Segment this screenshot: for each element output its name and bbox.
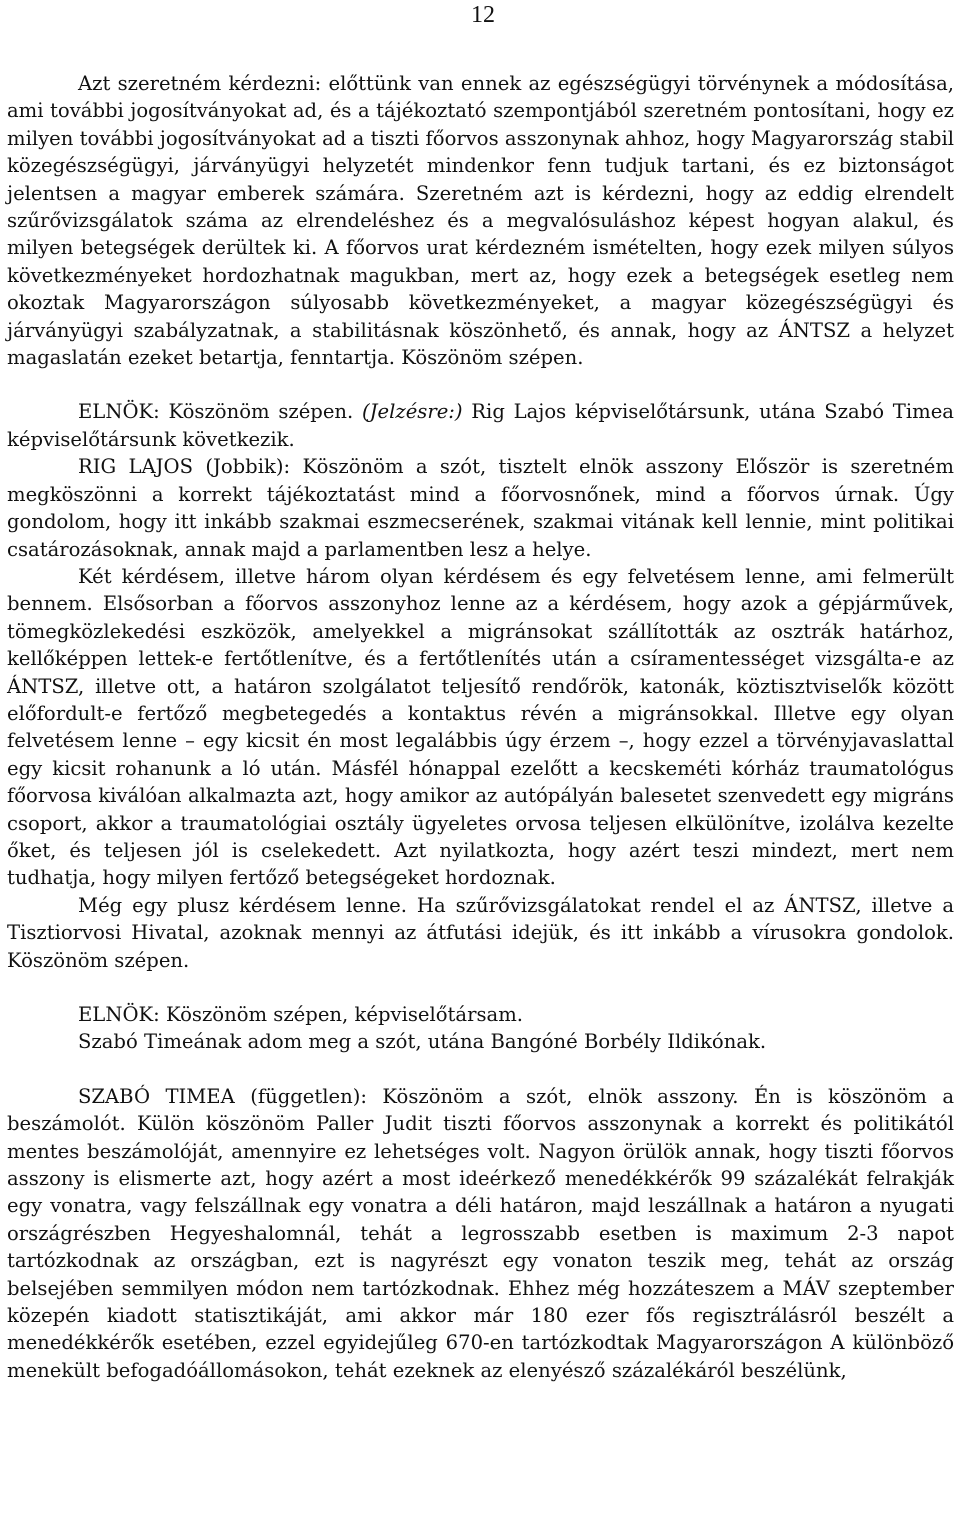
paragraph-questions: Két kérdésem, illetve három olyan kérdésem és egy felvetésem lenne, ami felmerült bennem. Elsősorban a főorvos asszonyhoz lenne az a kérdésem, hogy azok a gépjárművek, tömegközlekedési eszközök, amelyekkel a migránsokat szállították az osztrák határhoz, kellőképpen lettek-e fertőtlenítve, és a fertőtlenítés után a csíramentességet vizsgálta-e az ÁNTSZ, illetve ott, a határon szolgálatot teljesítő rendőrök, katonák, köztisztviselők között előfordult-e fertőző megbetegedés a kontaktus révén a migránsokkal. Illetve egy olyan felvetésem lenne – egy kicsit én most legalábbis úgy érzem –, hogy ezzel a törvényjavaslattal egy kicsit rohanunk a ló után. Másfél hónappal ezelőtt a kecskeméti kórház traumatológus főorvosa kiválóan alkalmazta azt, hogy amikor az autópályán balesetet szenvedett egy migráns csoport, akkor a traumatológiai osztály ügyeletes orvosa teljesen elkülönítve, izolálva kezelte őket, és teljesen jól is cselekedett. Azt nyilatkozta, hogy azért teszi mindezt, mert nem tudhatja, hogy milyen fertőző betegségeket hordoznak. bbox=[7, 564, 954, 890]
paragraph-rig-lajos: RIG LAJOS (Jobbik): Köszönöm a szót, tisztelt elnök asszony Először is szeretném megköszönni a korrekt tájékoztatást mind a főorvosnőnek, mind a főorvos úrnak. Úgy gondolom, hogy itt inkább szakmai eszmecserének, szakmai vitának kell lennie, mint politikai csatározásoknak, annak majd a parlamentben lesz a helye. bbox=[7, 455, 954, 561]
page-number: 12 bbox=[471, 2, 495, 28]
paragraph-szabo-timea: SZABÓ TIMEA (független): Köszönöm a szót, elnök asszony. Én is köszönöm a beszámolót. Külön köszönöm Paller Judit tiszti főorvos asszonynak a korrekt és politikától mentes beszámolóját, amennyire ez lehetséges volt. Nagyon örülök annak, hogy tiszti főorvos asszony is elismerte azt, hogy azért a most ideérkező menedékkérők 99 százalékát felrakják egy vonatra, vagy felszállnak egy vonatra a déli határon, majd leszállnak a határon a nyugati országrészben Hegyeshalomnál, tehát a legrosszabb esetben is maximum 2-3 napot tartózkodnak az országban, ezt is nagyrészt egy vonaton teszik meg, tehát az ország belsejében semmilyen módon nem tartózkodnak. Ehhez még hozzáteszem a MÁV szeptember közepén kiadott statisztikáját, ami akkor már 180 ezer fős regisztrálásról beszélt a menedékkérők esetében, ezzel egyidejűleg 670-en tartózkodtak Magyarországon A különböző menekült befogadóállomásokon, tehát ezeknek az elenyésző százalékáról beszélünk, bbox=[7, 1084, 954, 1382]
document-body bbox=[7, 70, 954, 1384]
stage-direction: (Jelzésre:) bbox=[362, 400, 463, 424]
paragraph-chair-2: ELNÖK: Köszönöm szépen, képviselőtársam. bbox=[78, 1003, 524, 1026]
paragraph-question: Azt szeretném kérdezni: előttünk van ennek az egészségügyi törvénynek a módosítása, ami további jogosítványokat ad, és a tájékoztató szempontjából szeretném pontosítani, hogy ez milyen további jogosítványokat ad a tiszti főorvos asszonynak ahhoz, hogy Magyarország stabil közegészségügyi, járványügyi helyzetét mindenkor fenn tudjuk tartani, és ez biztonságot jelentsen a magyar emberek számára. Szeretném azt is kérdezni, hogy az eddig elrendelt szűrővizsgálatok száma az elrendeléshez és a megvalósuláshoz képest hogyan alakul, és milyen betegségek derültek ki. A főorvos urat kérdezném ismételten, hogy ezek milyen súlyos következményeket hordozhatnak magukban, mert az, hogy ezek a betegségek esetleg nem okoztak Magyarországon súlyosabb következményeket, a magyar közegészségügyi és járványügyi szabályzatnak, a stabilitásnak köszönhető, és annak, hogy az ÁNTSZ a helyzet magaslatán ezeket betartja, fenntartja. Köszönöm szépen. bbox=[7, 72, 954, 370]
paragraph-chair-1 bbox=[7, 398, 954, 453]
chair-text-b: Rig Lajos képviselőtársunk, utána Szabó Timea képviselőtársunk következik. bbox=[7, 400, 954, 451]
paragraph-next-speakers: Szabó Timeának adom meg a szót, utána Bangóné Borbély Ildikónak. bbox=[78, 1030, 767, 1054]
paragraph-extra-question: Még egy plusz kérdésem lenne. Ha szűrővizsgálatokat rendel el az ÁNTSZ, illetve a Tisztiorvosi Hivatal, azoknak mennyi az átfutási idejük, és itt inkább a vírusokra gondolok. Köszönöm szépen. bbox=[7, 893, 954, 972]
chair-text-a: ELNÖK: Köszönöm szépen. bbox=[78, 400, 363, 424]
